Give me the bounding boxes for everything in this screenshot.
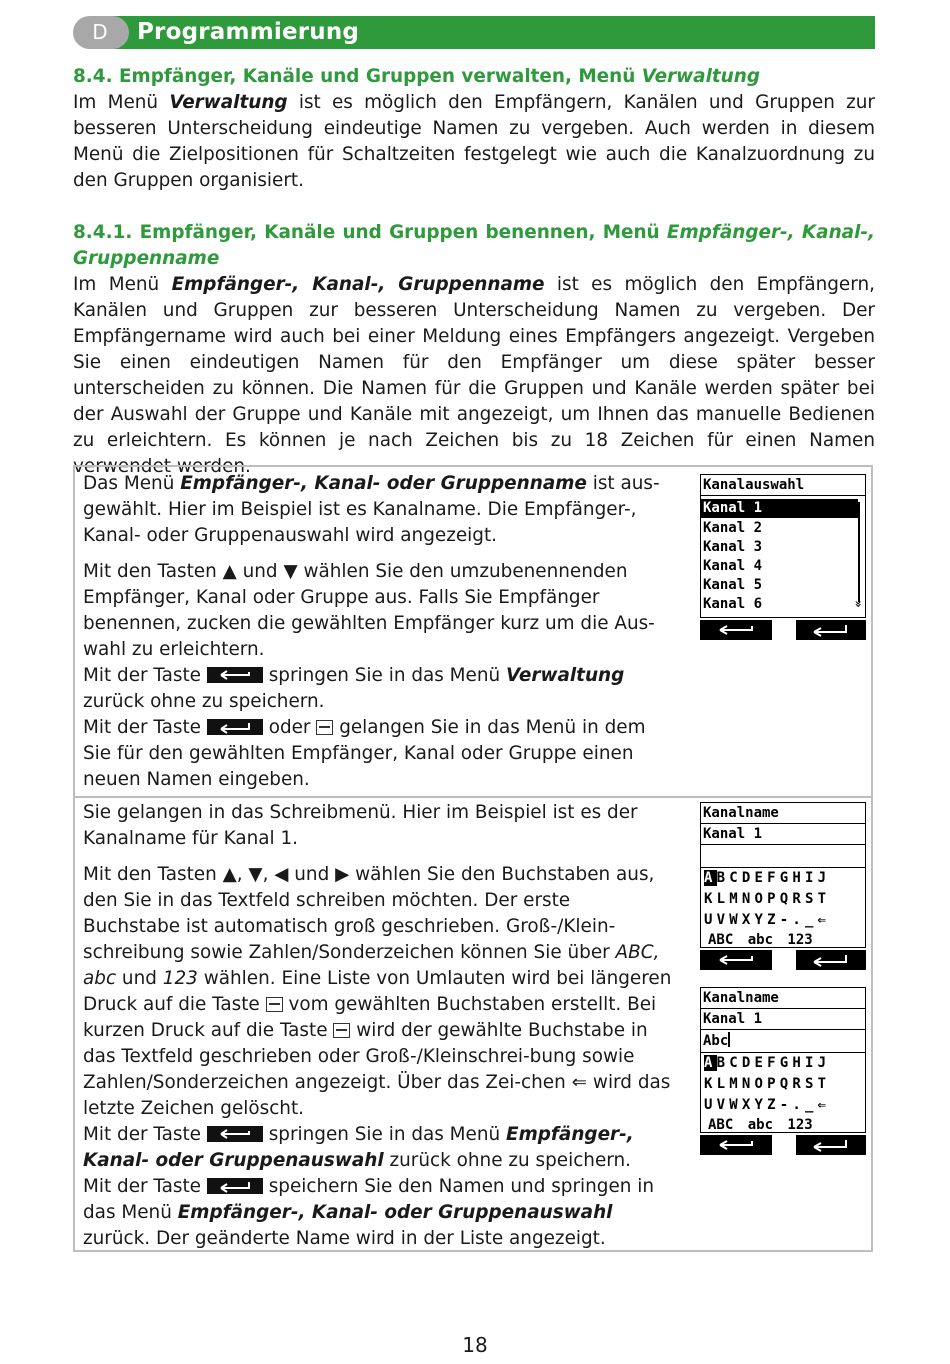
back-softkey[interactable] (700, 1135, 772, 1155)
enter-key-icon (207, 1178, 263, 1194)
lcd-name-editor-filled (700, 987, 866, 1155)
keyboard-mode-row[interactable]: ABC abc 123 (708, 1117, 813, 1133)
cell2-para-3: Mit der Taste springen Sie in das Menü Empfänger-, Kanal- oder Gruppenauswahl zurück ohne zu speichern. (83, 1124, 634, 1171)
cell1-para-2: Mit den Tasten ▲ und ▼ wählen Sie den umzubenennenden Empfänger, Kanal oder Gruppe aus. Falls Sie Empfänger benennen, zucken die gewählten Empfänger kurz um die Aus-wahl zu erleichtern. (83, 561, 655, 660)
table-row-divider (75, 796, 871, 798)
back-softkey[interactable] (700, 950, 772, 970)
enter-softkey[interactable] (796, 1135, 866, 1155)
text-cursor (728, 1032, 730, 1047)
page-number: 18 (462, 1333, 488, 1357)
ok-key-icon (266, 997, 283, 1012)
ok-key-icon (333, 1023, 350, 1038)
back-softkey[interactable] (700, 620, 772, 640)
lcd-text-input[interactable] (700, 844, 866, 868)
keyboard-mode-row[interactable]: ABC abc 123 (708, 932, 813, 948)
up-arrow-icon: ▲ (222, 561, 237, 582)
keyboard-row-2[interactable]: KLMNOPQRST (704, 891, 831, 907)
lcd-list-item-selected[interactable]: Kanal 1 (700, 499, 858, 518)
lcd-list-item[interactable]: Kanal 3 (703, 539, 763, 555)
lcd-softkeys (700, 620, 866, 640)
lcd-scrollbar (858, 502, 860, 602)
chapter-banner (73, 16, 875, 49)
right-arrow-icon: ▶ (335, 864, 350, 885)
section-heading-8-4-1: 8.4.1. Empfänger, Kanäle und Gruppen benennen, Menü Empfänger-, Kanal-, Gruppenname (73, 222, 875, 269)
lcd-list-item[interactable]: Kanal 2 (703, 520, 763, 536)
section-heading-8-4: 8.4. Empfänger, Kanäle und Gruppen verwalten, Menü Verwaltung (73, 66, 761, 87)
lcd-title: Kanalname (703, 990, 779, 1006)
enter-softkey[interactable] (796, 950, 866, 970)
cell2-para-2: Mit den Tasten ▲, ▼, ◀ und ▶ wählen Sie den Buchstaben aus, den Sie in das Textfeld schreiben möchten. Der erste Buchstabe ist automatisch groß geschrieben. Groß-/Klein-schreibung sowie Zahlen/Sonderzeichen können Sie über ABC, abc und 123 wählen. Eine Liste von Umlauten wird bei längeren Druck auf die Taste vom gewählten Buchstaben erstellt. Bei kurzen Druck auf die Taste wird der gewählte Buchstabe in das Textfeld geschrieben oder Groß-/Kleinschrei-bung sowie Zahlen/Sonderzeichen angezeigt. Über das Zei-chen ⇐ wird das letzte Zeichen gelöscht. (83, 864, 672, 1119)
lcd-title: Kanalname (703, 805, 779, 821)
scroll-down-icon: » (851, 600, 866, 608)
lcd-input-value (700, 846, 703, 866)
lcd-name-editor-empty (700, 802, 866, 970)
lcd-list-item[interactable]: Kanal 6 (703, 596, 763, 612)
lcd-softkeys (700, 950, 866, 970)
lcd-subtitle: Kanal 1 (703, 1011, 763, 1027)
lcd-list-item[interactable]: Kanal 4 (703, 558, 763, 574)
lcd-subtitle: Kanal 1 (703, 826, 763, 842)
cell1-para-4: Mit der Taste oder gelangen Sie in das Menü in dem Sie für den gewählten Empfänger, Kanal oder Gruppe einen neuen Namen eingeben. (83, 717, 646, 790)
lcd-channel-selection (700, 474, 866, 640)
back-key-icon (207, 667, 263, 683)
back-key-icon (207, 1126, 263, 1142)
section-body-8-4-1: Im Menü Empfänger-, Kanal-, Gruppenname ist es möglich den Empfängern, Kanälen und Gruppen zur besseren Unterscheidung Namen zu vergeben. Der Empfängername wird auch bei einer Meldung eines Empfängers angezeigt. Vergeben Sie einen eindeutigen Namen für den Empfänger um diese später besser unterscheiden zu können. Die Namen für die Gruppen und Kanäle werden später bei der Auswahl der Gruppe und Kanäle mit angezeigt, um Ihnen das manuelle Bedienen zu erleichtern. Es können je nach Zeichen bis zu 18 Zeichen für einen Namen verwendet werden. (73, 274, 875, 477)
instruction-cell-2 (83, 800, 673, 1252)
keyboard-selected-key[interactable]: A (704, 870, 717, 886)
arrow-keys-icon: ▲, ▼, ◀ (222, 864, 289, 885)
chapter-letter-badge: D (73, 16, 129, 49)
section-body-8-4: Im Menü Verwaltung ist es möglich den Empfängern, Kanälen und Gruppen zur besseren Unterscheidung eindeutige Namen zu vergeben. Auch werden in diesem Menü die Zielpositionen für Schaltzeiten festgelegt wie auch die Kanalzuordnung zu den Gruppen organisiert. (73, 92, 875, 191)
ok-key-icon (316, 720, 333, 735)
keyboard-row-1[interactable]: ABCDEFGHIJ (704, 870, 831, 886)
keyboard-row-3[interactable]: UVWXYZ-._⇐ (704, 912, 831, 928)
keyboard-row-3[interactable]: UVWXYZ-._⇐ (704, 1097, 831, 1113)
cell1-para-1: Das Menü Empfänger-, Kanal- oder Gruppenname ist aus-gewählt. Hier im Beispiel ist es Kanalname. Die Empfänger-, Kanal- oder Gruppenauswahl wird angezeigt. (83, 473, 660, 546)
lcd-input-value: Abc (703, 1033, 729, 1049)
cell1-para-3: Mit der Taste springen Sie in das Menü Verwaltung zurück ohne zu speichern. (83, 665, 625, 712)
lcd-list-item[interactable]: Kanal 5 (703, 577, 763, 593)
enter-key-icon (207, 719, 263, 735)
keyboard-selected-key[interactable]: A (704, 1055, 717, 1071)
backspace-arrow-icon: ⇐ (571, 1072, 588, 1093)
keyboard-row-1[interactable]: ABCDEFGHIJ (704, 1055, 831, 1071)
enter-softkey[interactable] (796, 620, 866, 640)
chapter-title: Programmierung (137, 19, 360, 45)
cell2-para-4: Mit der Taste speichern Sie den Namen und springen in das Menü Empfänger-, Kanal- oder Gruppenauswahl zurück. Der geänderte Name wird in der Liste angezeigt. (83, 1176, 655, 1249)
lcd-softkeys (700, 1135, 866, 1155)
lcd-title: Kanalauswahl (703, 477, 805, 493)
cell2-para-1: Sie gelangen in das Schreibmenü. Hier im Beispiel ist es der Kanalname für Kanal 1. (83, 802, 638, 849)
instruction-cell-1 (83, 471, 673, 793)
down-arrow-icon: ▼ (283, 561, 298, 582)
keyboard-row-2[interactable]: KLMNOPQRST (704, 1076, 831, 1092)
